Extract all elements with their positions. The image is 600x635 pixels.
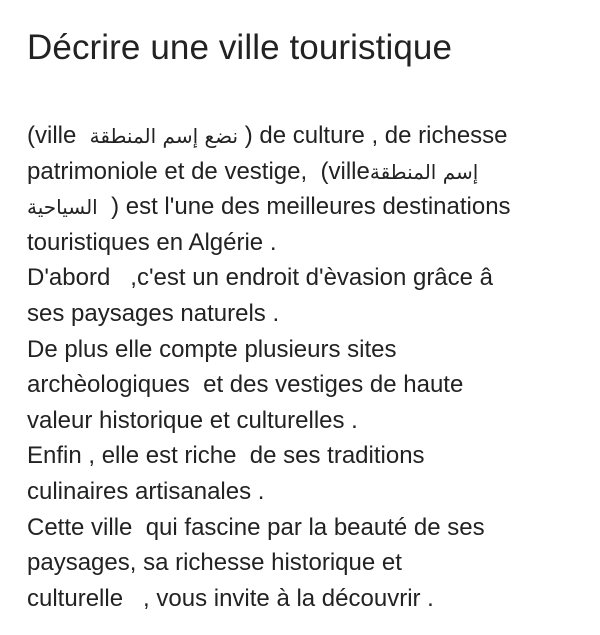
text-line [27, 332, 587, 368]
text-line [27, 545, 587, 581]
text-segment: Cette ville qui fascine par la beauté de ses [27, 513, 485, 541]
document-title: Décrire une ville touristique [27, 28, 453, 67]
text-line [27, 260, 587, 296]
text-line [27, 154, 587, 190]
text-line [27, 581, 587, 617]
text-segment: De plus elle compte plusieurs sites [27, 335, 397, 363]
text-segment: patrimoniole et de vestige, (ville [27, 157, 370, 185]
text-segment: D'abord ,c'est un endroit d'èvasion grâce â [27, 264, 494, 292]
text-line [27, 189, 587, 225]
text-line [27, 474, 587, 510]
text-segment: Enfin , elle est riche de ses traditions [27, 442, 425, 470]
text-segment: culinaires artisanales . [27, 477, 265, 505]
arabic-text: السياحية [27, 195, 98, 220]
text-line [27, 510, 587, 546]
text-segment: ) de culture , de richesse [238, 122, 508, 149]
text-line [27, 225, 587, 261]
arabic-text: نضع إسم المنطقة [89, 124, 239, 148]
text-segment: ) est l'une des meilleures destinations [97, 193, 511, 221]
text-segment: valeur historique et culturelles . [27, 406, 358, 434]
text-segment: culturelle , vous invite à la découvrir . [27, 584, 434, 612]
text-line [27, 403, 587, 439]
text-line [27, 118, 587, 154]
text-segment: touristiques en Algérie . [27, 228, 277, 256]
text-segment: paysages, sa richesse historique et [27, 549, 402, 577]
text-line [27, 367, 587, 403]
text-segment: (ville [27, 122, 90, 149]
arabic-text: إسم المنطقة [369, 159, 479, 184]
document-body [27, 118, 587, 616]
text-segment: archèologiques et des vestiges de haute [27, 371, 464, 399]
text-segment: ses paysages naturels . [27, 299, 280, 327]
text-line [27, 296, 587, 332]
text-line [27, 438, 587, 474]
